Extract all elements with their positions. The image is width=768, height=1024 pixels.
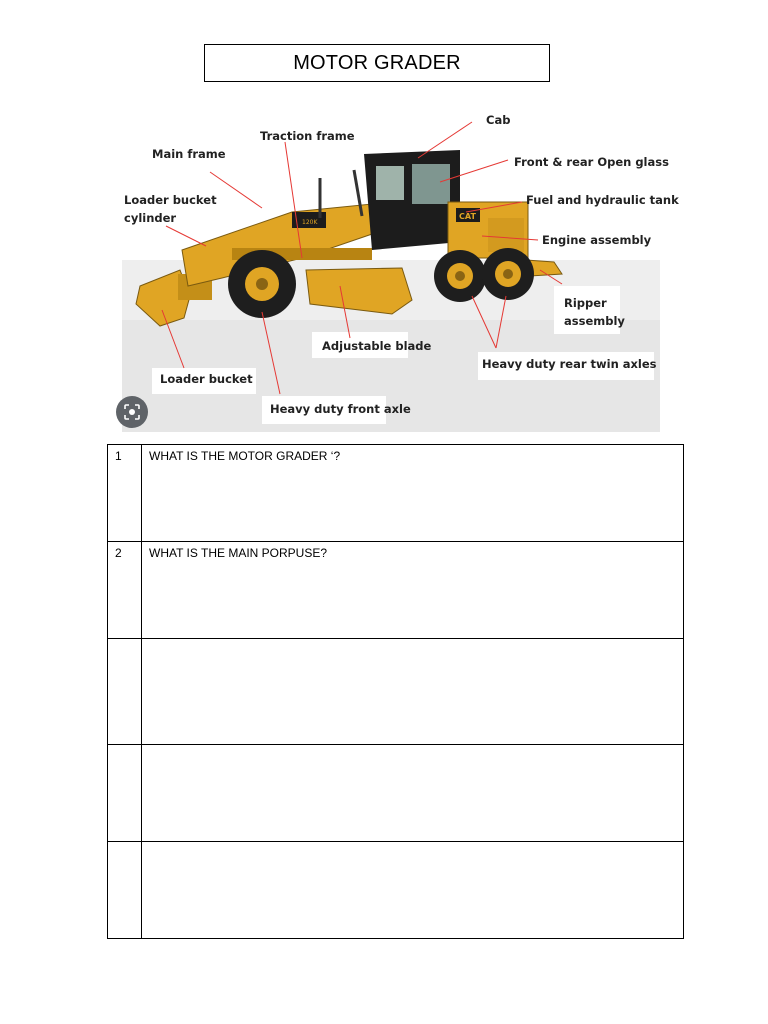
row-number [108,842,142,939]
question-table [107,444,684,939]
table-row [108,639,684,745]
answer-cell[interactable] [142,842,684,939]
cat-badge: CAT [459,212,476,221]
label-engine-assembly: Engine assembly [542,233,652,247]
label-front-rear-glass: Front & rear Open glass [514,155,669,169]
rear-wheel-1 [434,250,486,302]
model-label: 120K [302,219,318,226]
answer-cell[interactable] [142,639,684,745]
question-cell[interactable]: WHAT IS THE MOTOR GRADER ‘? [142,445,684,542]
label-rear-axles: Heavy duty rear twin axles [482,357,657,371]
label-traction-frame: Traction frame [260,129,355,143]
table-row [108,542,684,639]
label-loader-bucket: Loader bucket [160,372,253,386]
lens-search-button[interactable] [116,396,148,428]
label-cab: Cab [486,113,511,127]
table-row [108,842,684,939]
row-number: 1 [108,445,142,542]
label-ripper-2: assembly [564,314,625,328]
label-loader-bucket-cylinder-2: cylinder [124,211,177,225]
page-title-text: MOTOR GRADER [293,51,461,74]
rear-wheel-2 [482,248,534,300]
front-wheel [228,250,296,318]
lens-icon [122,402,142,422]
label-adjustable-blade: Adjustable blade [322,339,432,353]
table-row [108,445,684,542]
table-row [108,745,684,842]
label-fuel-tank: Fuel and hydraulic tank [526,193,679,207]
label-loader-bucket-cylinder-1: Loader bucket [124,193,217,207]
row-number [108,639,142,745]
question-cell[interactable]: WHAT IS THE MAIN PORPUSE? [142,542,684,639]
diagram-svg [122,100,679,432]
label-front-axle: Heavy duty front axle [270,402,411,416]
row-number: 2 [108,542,142,639]
answer-cell[interactable] [142,745,684,842]
motor-grader-diagram [122,100,679,432]
label-main-frame: Main frame [152,147,226,161]
row-number [108,745,142,842]
page-title [204,44,550,82]
label-ripper-1: Ripper [564,296,607,310]
